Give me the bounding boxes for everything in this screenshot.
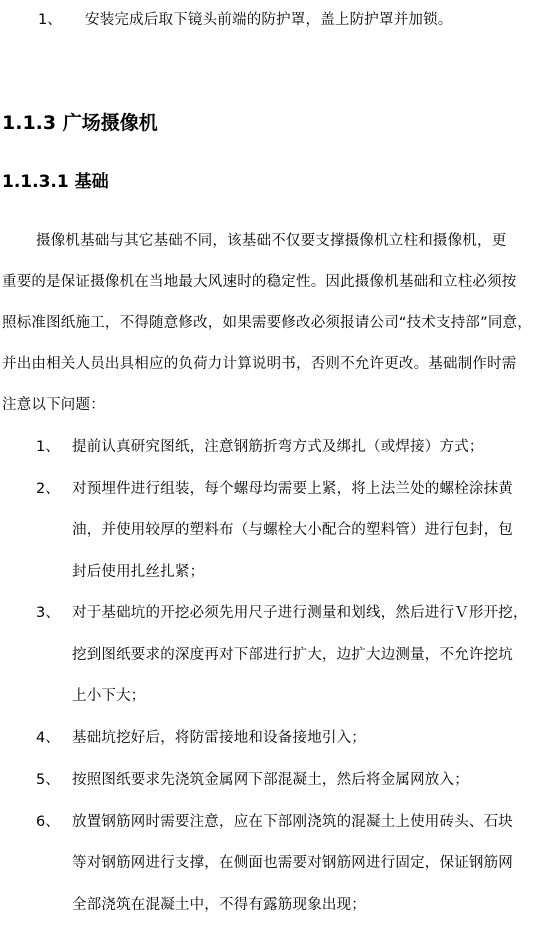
list-item-line: 基础坑挖好后，将防雷接地和设备接地引入； — [72, 730, 366, 746]
list-item-line: 按照图纸要求先浇筑金属网下部混凝土，然后将金属网放入； — [72, 772, 469, 788]
list-item-line: 上小下大； — [72, 688, 146, 704]
paragraph-line: 摄像机基础与其它基础不同，该基础不仅要支撑摄像机立柱和摄像机，更 — [36, 233, 507, 249]
list-item-number: 4、 — [36, 730, 60, 746]
list-item-number: 6、 — [36, 814, 60, 830]
paragraph-line: 重要的是保证摄像机在当地最大风速时的稳定性。因此摄像机基础和立柱必须按 — [2, 274, 517, 290]
list-item-line: 油，并使用较厚的塑料布（与螺栓大小配合的塑料管）进行包封，包 — [72, 522, 513, 538]
list-item-line: 全部浇筑在混凝土中，不得有露筋现象出现； — [72, 897, 366, 913]
list-item-line: 等对钢筋网进行支撑，在侧面也需要对钢筋网进行固定，保证钢筋网 — [72, 855, 513, 871]
subsection-heading: 1.1.3.1 基础 — [2, 172, 109, 192]
list-item-line: 挖到图纸要求的深度再对下部进行扩大，边扩大边测量，不允许挖坑 — [72, 647, 513, 663]
section-heading: 1.1.3 广场摄像机 — [2, 112, 158, 134]
paragraph-line: 照标准图纸施工，不得随意修改，如果需要修改必须报请公司“技术支持部”同意， — [2, 315, 532, 331]
paragraph-line: 注意以下问题： — [2, 397, 105, 413]
list-item-line: 对预埋件进行组装，每个螺母均需要上紧，将上法兰处的螺栓涂抹黄 — [72, 481, 513, 497]
list-item-line: 提前认真研究图纸，注意钢筋折弯方式及绑扎（或焊接）方式； — [72, 439, 484, 455]
list-item-number: 1、 — [36, 439, 60, 455]
list-item-number: 3、 — [36, 605, 60, 621]
list-item-line: 放置钢筋网时需要注意，应在下部刚浇筑的混凝土上使用砖头、石块 — [72, 814, 513, 830]
list-item-line: 对于基础坑的开挖必须先用尺子进行测量和划线，然后进行Ｖ形开挖， — [72, 605, 528, 621]
list-item-line: 封后使用扎丝扎紧； — [72, 564, 205, 580]
top-item-text: 安装完成后取下镜头前端的防护罩，盖上防护罩并加锁。 — [85, 12, 453, 28]
paragraph-line: 并出由相关人员出具相应的负荷力计算说明书，否则不允许更改。基础制作时需 — [2, 356, 517, 372]
top-item-number: 1、 — [38, 12, 62, 28]
list-item-number: 2、 — [36, 481, 60, 497]
list-item-number: 5、 — [36, 772, 60, 788]
